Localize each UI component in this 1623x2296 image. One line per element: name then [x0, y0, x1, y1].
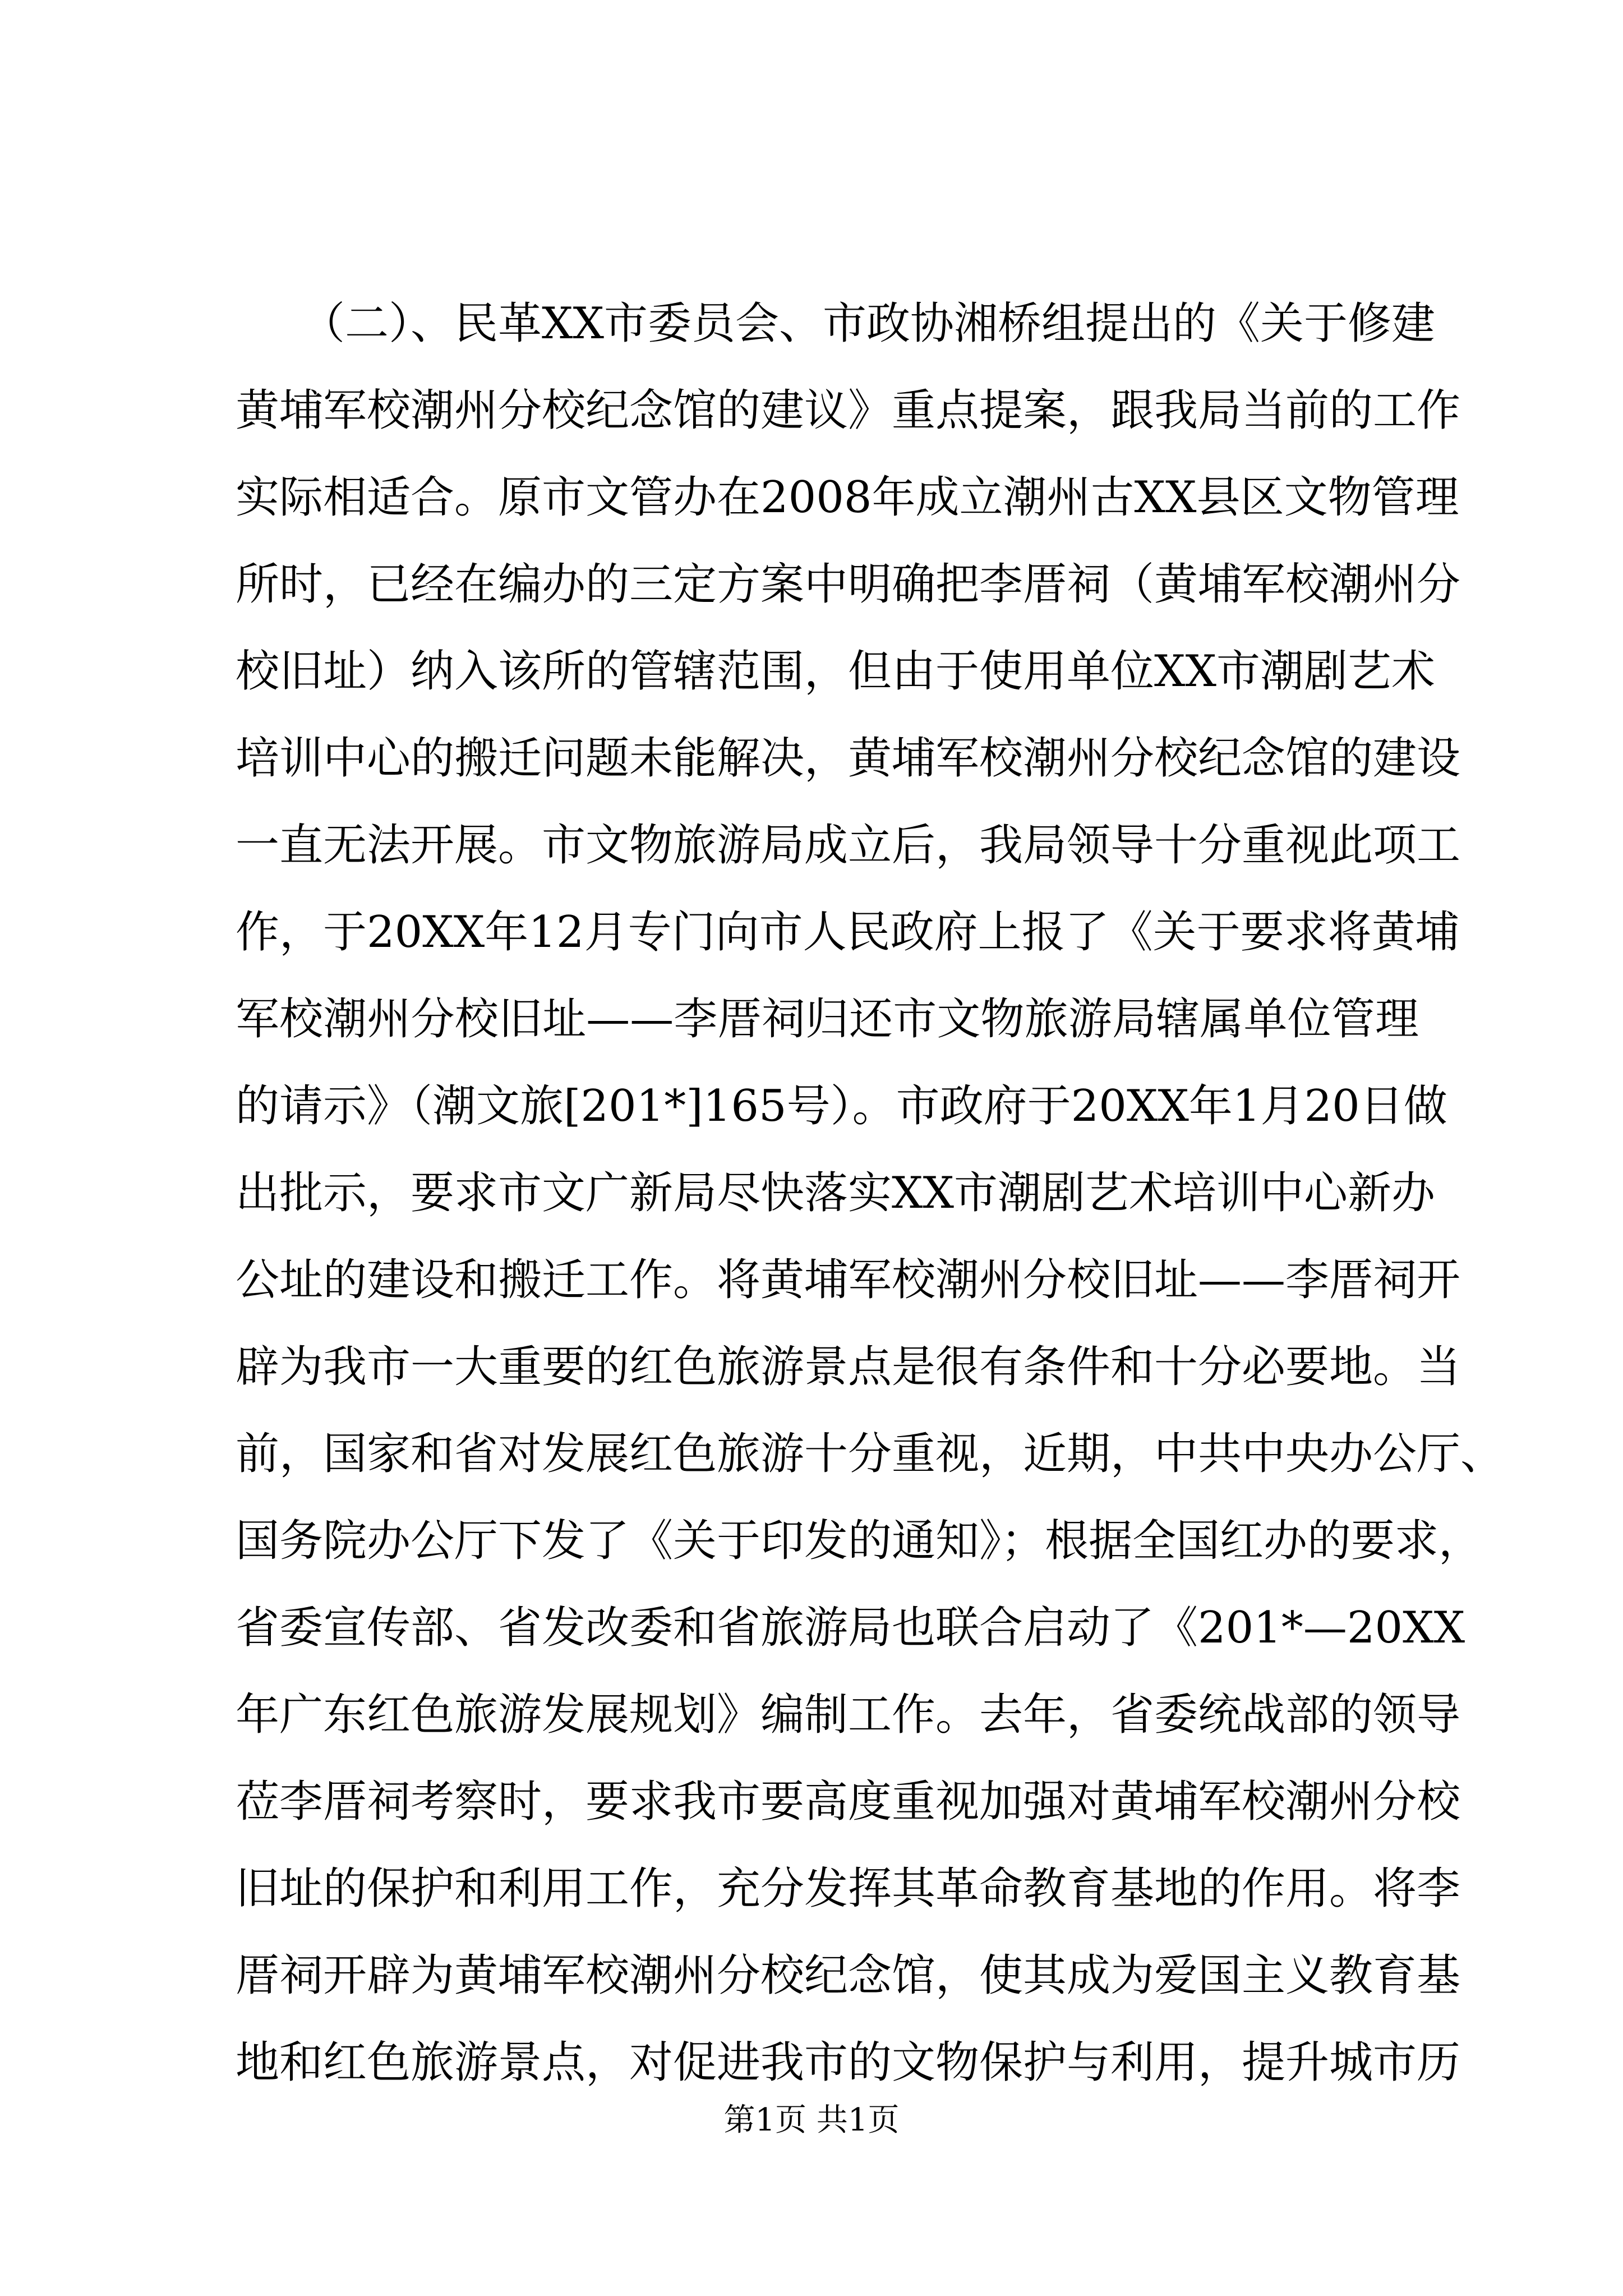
paragraph-line-1: （二）、民革XX市委员会、市政协湘桥组提出的《关于修建	[236, 298, 1436, 349]
body-paragraph	[236, 280, 1505, 2106]
paragraph-line-18: 莅李厝祠考察时，要求我市要高度重视加强对黄埔军校潮州分校	[236, 1777, 1461, 1827]
paragraph-line-3: 实际相适合。原市文管办在2008年成立潮州古XX县区文物管理	[236, 472, 1459, 523]
paragraph-line-10: 的请示》（潮文旅[201*]165号）。市政府于20XX年1月20日做	[236, 1081, 1447, 1131]
page-footer: 第1页 共1页	[723, 2102, 900, 2138]
paragraph-line-16: 省委宣传部、省发改委和省旅游局也联合启动了《201*—20XX	[236, 1603, 1465, 1653]
paragraph-line-6: 培训中心的搬迁问题未能解决，黄埔军校潮州分校纪念馆的建设	[236, 733, 1461, 784]
paragraph-line-21: 地和红色旅游景点，对促进我市的文物保护与利用，提升城市历	[236, 2037, 1461, 2088]
paragraph-line-11: 出批示，要求市文广新局尽快落实XX市潮剧艺术培训中心新办	[236, 1168, 1436, 1218]
paragraph-line-12: 公址的建设和搬迁工作。将黄埔军校潮州分校旧址——李厝祠开	[236, 1255, 1461, 1305]
paragraph-line-4: 所时，已经在编办的三定方案中明确把李厝祠（黄埔军校潮州分	[236, 559, 1461, 610]
paragraph-line-15: 国务院办公厅下发了《关于印发的通知》；根据全国红办的要求，	[236, 1516, 1483, 1566]
paragraph-line-20: 厝祠开辟为黄埔军校潮州分校纪念馆，使其成为爱国主义教育基	[236, 1950, 1461, 2001]
paragraph-line-7: 一直无法开展。市文物旅游局成立后，我局领导十分重视此项工	[236, 820, 1461, 871]
paragraph-line-9: 军校潮州分校旧址——李厝祠归还市文物旅游局辖属单位管理	[236, 994, 1419, 1045]
paragraph-line-13: 辟为我市一大重要的红色旅游景点是很有条件和十分必要地。当	[236, 1342, 1461, 1392]
paragraph-line-2: 黄埔军校潮州分校纪念馆的建议》重点提案，跟我局当前的工作	[236, 385, 1461, 436]
paragraph-line-19: 旧址的保护和利用工作，充分发挥其革命教育基地的作用。将李	[236, 1864, 1461, 1914]
paragraph-line-8: 作，于20XX年12月专门向市人民政府上报了《关于要求将黄埔	[236, 907, 1459, 958]
paragraph-line-14: 前，国家和省对发展红色旅游十分重视，近期，中共中央办公厅、	[236, 1429, 1505, 1479]
paragraph-line-17: 年广东红色旅游发展规划》编制工作。去年，省委统战部的领导	[236, 1690, 1461, 1740]
paragraph-line-5: 校旧址）纳入该所的管辖范围，但由于使用单位XX市潮剧艺术	[236, 646, 1436, 697]
